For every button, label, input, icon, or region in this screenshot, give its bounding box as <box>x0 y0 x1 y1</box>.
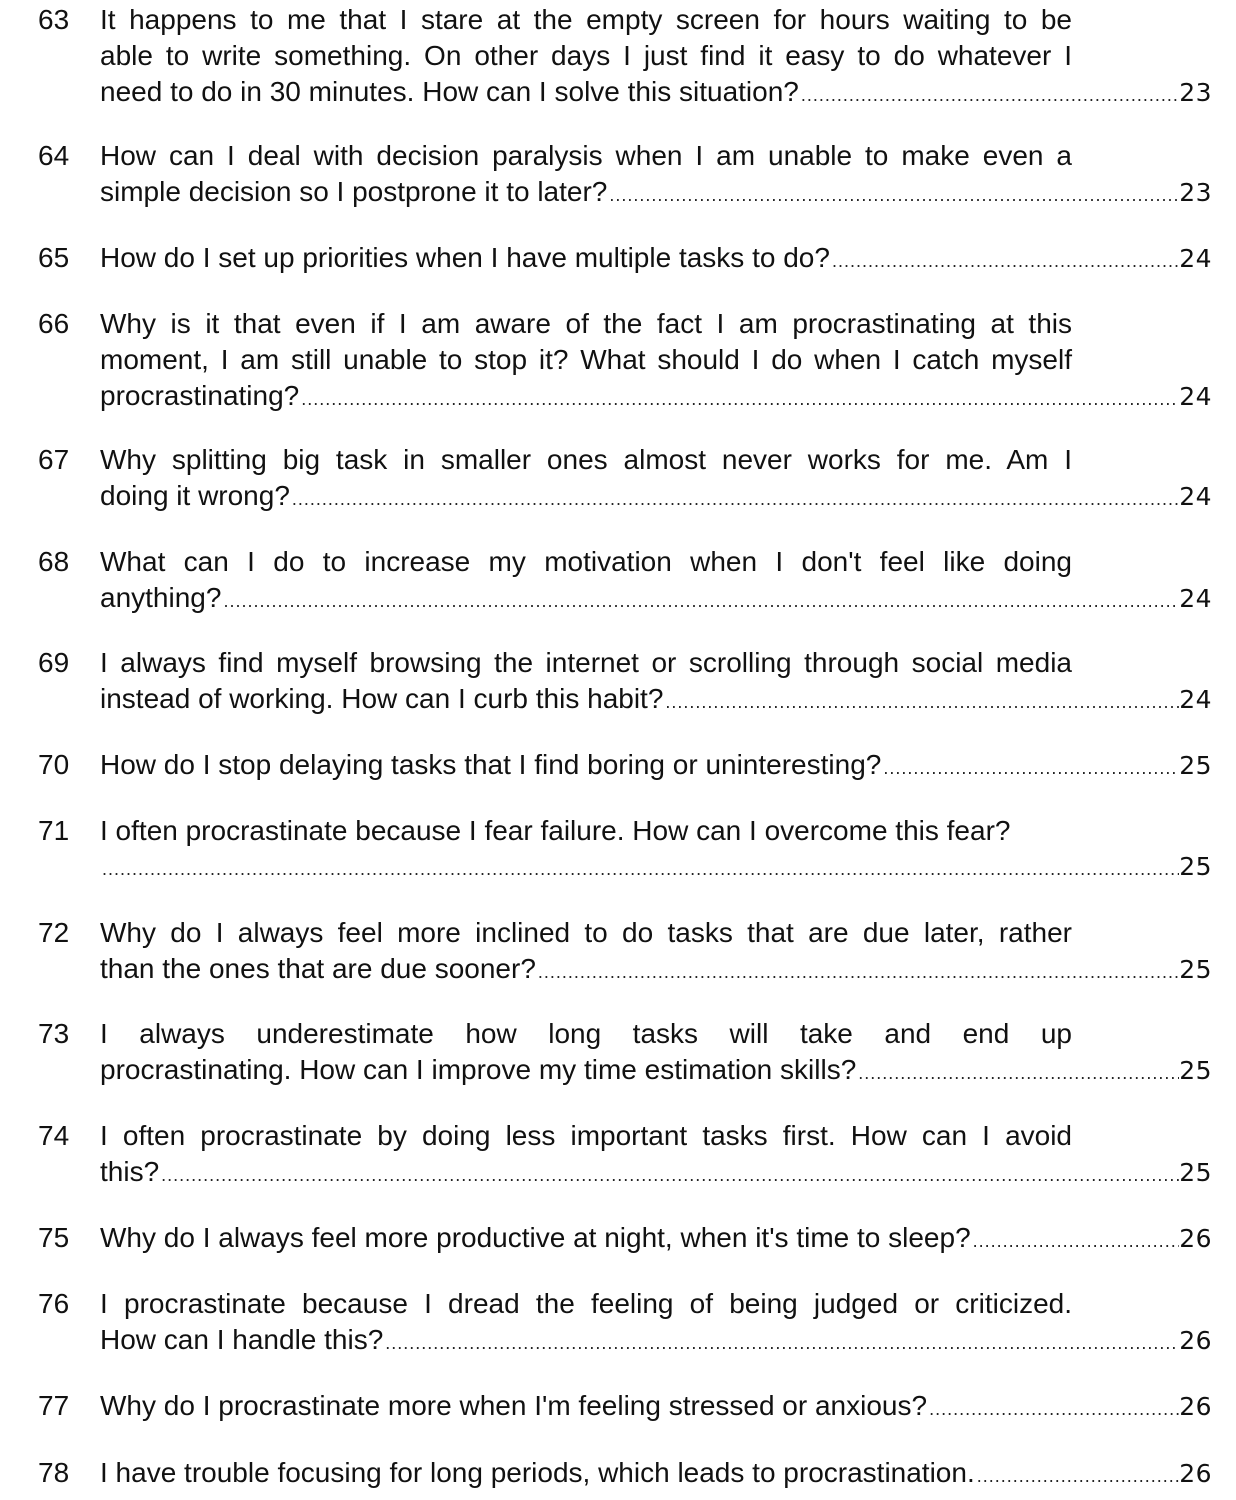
page-number[interactable]: 26 <box>1179 1392 1212 1421</box>
entry-line: Why is it that even if I am aware of the fact I am procrastinating at this <box>100 308 1072 339</box>
entry-line: procrastinating? <box>100 380 300 411</box>
entry-text <box>100 2 1212 110</box>
entry-text <box>100 1220 1212 1256</box>
entry-last-line <box>100 74 1212 110</box>
entry-text <box>100 1388 1212 1424</box>
entry-last-line <box>100 580 1212 616</box>
dot-leader <box>858 1055 1179 1091</box>
entry-text <box>100 138 1212 210</box>
entry-line: I often procrastinate by doing less important tasks first. How can I avoid <box>100 1120 1072 1151</box>
entry-line: simple decision so I postprone it to later? <box>100 176 608 207</box>
page-number[interactable]: 23 <box>1179 178 1212 207</box>
page-number[interactable]: 25 <box>1179 955 1212 984</box>
entry-line: able to write something. On other days I just find it easy to do whatever I <box>100 40 1072 71</box>
entry-text <box>100 645 1212 717</box>
entry-line: Why splitting big task in smaller ones almost never works for me. Am I <box>100 444 1072 475</box>
entry-line: I procrastinate because I dread the feeling of being judged or criticized. <box>100 1288 1072 1319</box>
page-number[interactable]: 26 <box>1179 1326 1212 1355</box>
entry-line: Why do I always feel more productive at night, when it's time to sleep? <box>100 1222 971 1253</box>
page-number[interactable]: 24 <box>1179 244 1212 273</box>
entry-line: Why do I procrastinate more when I'm feeling stressed or anxious? <box>100 1390 928 1421</box>
dot-leader <box>801 77 1179 113</box>
dot-leader <box>292 481 1179 517</box>
entry-text <box>100 915 1212 987</box>
entry-line: How can I deal with decision paralysis when I am unable to make even a <box>100 140 1072 171</box>
entry-last-line <box>100 681 1212 717</box>
entry-last-line <box>100 478 1212 514</box>
page-number[interactable]: 25 <box>1179 751 1212 780</box>
entry-number: 69 <box>38 647 70 678</box>
entry-number: 67 <box>38 444 70 475</box>
entry-number: 63 <box>38 4 70 35</box>
dot-leader <box>538 954 1179 990</box>
entry-line: How do I stop delaying tasks that I find boring or uninteresting? <box>100 749 882 780</box>
dot-leader <box>973 1223 1180 1259</box>
entry-text <box>100 306 1212 414</box>
entry-line: Why do I always feel more inclined to do tasks that are due later, rather <box>100 917 1072 948</box>
entry-line: instead of working. How can I curb this habit? <box>100 683 664 714</box>
entry-text <box>100 240 1212 276</box>
entry-last-line <box>100 378 1212 414</box>
dot-leader <box>832 243 1179 279</box>
entry-last-line <box>100 1220 1212 1256</box>
entry-text <box>100 1118 1212 1190</box>
entry-number: 72 <box>38 917 70 948</box>
entry-text <box>100 544 1212 616</box>
entry-last-line <box>100 1052 1212 1088</box>
entry-last-line <box>100 951 1212 987</box>
entry-last-line <box>100 1154 1212 1190</box>
entry-line: anything? <box>100 582 222 613</box>
entry-number: 77 <box>38 1390 70 1421</box>
entry-last-line <box>100 1388 1212 1424</box>
page-number[interactable]: 24 <box>1179 382 1212 411</box>
page-number[interactable]: 25 <box>1179 1056 1212 1085</box>
dot-leader <box>223 583 1179 619</box>
entry-line: this? <box>100 1156 160 1187</box>
entry-line: moment, I am still unable to stop it? What should I do when I catch myself <box>100 344 1072 375</box>
entry-last-line <box>100 174 1212 210</box>
page-number[interactable]: 24 <box>1179 685 1212 714</box>
entry-text <box>100 442 1212 514</box>
entry-last-line <box>100 747 1212 783</box>
entry-number: 73 <box>38 1018 70 1049</box>
entry-line: What can I do to increase my motivation when I don't feel like doing <box>100 546 1072 577</box>
entry-text <box>100 747 1212 783</box>
entry-text <box>100 1455 1212 1491</box>
entry-number: 75 <box>38 1222 70 1253</box>
entry-number: 70 <box>38 749 70 780</box>
entry-line: I often procrastinate because I fear failure. How can I overcome this fear? <box>100 815 1011 846</box>
entry-text <box>100 813 1212 885</box>
entry-line: I always underestimate how long tasks will take and end up <box>100 1018 1072 1049</box>
entry-line: How can I handle this? <box>100 1324 384 1355</box>
entry-number: 71 <box>38 815 70 846</box>
page-number[interactable]: 25 <box>1179 1158 1212 1187</box>
entry-number: 78 <box>38 1457 70 1488</box>
dot-leader <box>102 851 1179 887</box>
page-number[interactable]: 23 <box>1179 78 1212 107</box>
entry-line: How do I set up priorities when I have multiple tasks to do? <box>100 242 830 273</box>
entry-last-line <box>100 1455 1212 1491</box>
dot-leader <box>385 1325 1179 1361</box>
page-number[interactable]: 25 <box>1179 852 1212 881</box>
dot-leader <box>161 1157 1179 1193</box>
entry-line: need to do in 30 minutes. How can I solve this situation? <box>100 76 799 107</box>
entry-number: 64 <box>38 140 70 171</box>
entry-number: 74 <box>38 1120 70 1151</box>
entry-line: than the ones that are due sooner? <box>100 953 536 984</box>
entry-number: 76 <box>38 1288 70 1319</box>
entry-last-line <box>100 240 1212 276</box>
page-number[interactable]: 24 <box>1179 482 1212 511</box>
entry-text <box>100 1286 1212 1358</box>
entry-number: 68 <box>38 546 70 577</box>
entry-line: I always find myself browsing the internet or scrolling through social media <box>100 647 1072 678</box>
dot-leader <box>929 1391 1179 1427</box>
entry-last-line <box>100 1322 1212 1358</box>
dot-leader <box>301 381 1179 417</box>
entry-last-line <box>100 849 1212 885</box>
dot-leader <box>883 750 1179 786</box>
page-number[interactable]: 24 <box>1179 584 1212 613</box>
entry-text <box>100 1016 1212 1088</box>
dot-leader <box>977 1458 1179 1494</box>
entry-line: doing it wrong? <box>100 480 290 511</box>
entry-line: I have trouble focusing for long periods, which leads to procrastination. <box>100 1457 975 1488</box>
page-number[interactable]: 26 <box>1179 1224 1212 1253</box>
dot-leader <box>609 177 1179 213</box>
page-number[interactable]: 26 <box>1179 1459 1212 1488</box>
entry-line: It happens to me that I stare at the empty screen for hours waiting to be <box>100 4 1072 35</box>
entry-number: 66 <box>38 308 70 339</box>
entry-number: 65 <box>38 242 70 273</box>
dot-leader <box>665 684 1179 720</box>
entry-line: procrastinating. How can I improve my time estimation skills? <box>100 1054 857 1085</box>
